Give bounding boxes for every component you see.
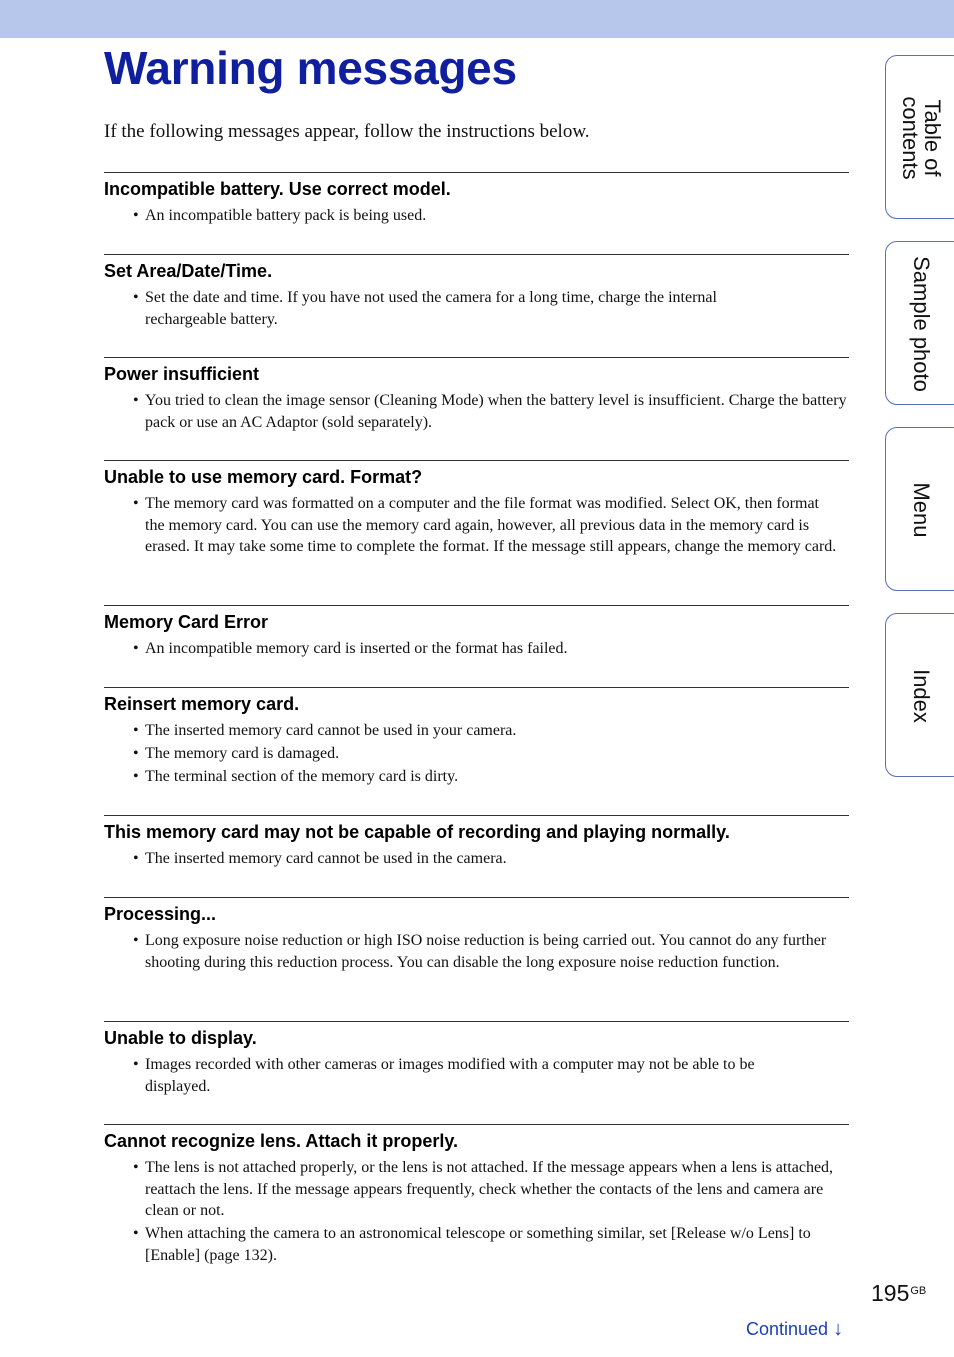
page-title: Warning messages — [104, 42, 517, 94]
warning-section — [104, 254, 849, 357]
warning-heading: Cannot recognize lens. Attach it properly. — [104, 1131, 459, 1151]
tab-sample-photo[interactable] — [885, 241, 954, 405]
bullet-item: • The memory card is damaged. — [145, 743, 849, 765]
warning-heading: Unable to display. — [104, 1028, 257, 1048]
tab-label: Table of contents — [898, 96, 946, 180]
tab-menu[interactable] — [885, 427, 954, 591]
bullet-list — [104, 205, 849, 227]
bullet-list — [104, 720, 849, 788]
bullet-list — [104, 493, 849, 558]
continued-link[interactable] — [746, 1317, 843, 1341]
bullet-item: • Long exposure noise reduction or high ISO noise reduction is being carried out. You cannot do any further shooting during this reduction process. You can disable the long exposure noise reduction function. — [145, 930, 849, 973]
bullet-list — [104, 287, 849, 330]
warning-heading: Memory Card Error — [104, 612, 269, 632]
bullet-item: • Set the date and time. If you have not used the camera for a long time, charge the internal rechargeable battery. — [145, 287, 849, 330]
bullet-list — [104, 930, 849, 973]
warning-section — [104, 897, 849, 1021]
warning-list — [104, 172, 849, 1275]
warning-section — [104, 687, 849, 815]
warning-heading: Power insufficient — [104, 364, 260, 384]
page-number-suffix: GB — [910, 1285, 927, 1297]
warning-section — [104, 460, 849, 605]
bullet-item: • You tried to clean the image sensor (Cleaning Mode) when the battery level is insufficient. Charge the battery pack or use an AC Adaptor (sold separately). — [145, 390, 849, 433]
top-banner — [0, 0, 954, 38]
bullet-list — [104, 848, 849, 870]
warning-heading: This memory card may not be capable of recording and playing normally. — [104, 822, 730, 842]
bullet-list — [104, 638, 849, 660]
warning-section — [104, 357, 849, 460]
bullet-item: • The lens is not attached properly, or the lens is not attached. If the message appears when a lens is attached, reattach the lens. If the message appears frequently, check whether the contacts of the lens and camera are clean or not. — [145, 1157, 849, 1222]
bullet-item: • Images recorded with other cameras or images modified with a computer may not be able to be displayed. — [145, 1054, 849, 1097]
warning-heading: Incompatible battery. Use correct model. — [104, 179, 451, 199]
bullet-item: • The inserted memory card cannot be used in your camera. — [145, 720, 849, 742]
page-number — [871, 1279, 926, 1307]
intro-text: If the following messages appear, follow the instructions below. — [104, 121, 590, 142]
bullet-list — [104, 1054, 849, 1097]
bullet-item: • The memory card was formatted on a computer and the file format was modified. Select OK, then format the memory card. You can use the memory card again, however, all previous data in the memory card is erased. It may take some time to complete the format. If the message still appears, change the memory card. — [145, 493, 849, 558]
warning-heading: Reinsert memory card. — [104, 694, 300, 714]
tab-label: Menu — [909, 482, 935, 538]
arrow-down-icon: ↓ — [833, 1318, 844, 1340]
warning-section — [104, 815, 849, 897]
bullet-item: • The terminal section of the memory card is dirty. — [145, 766, 849, 788]
page-number-value: 195 — [871, 1280, 910, 1306]
tab-index[interactable] — [885, 613, 954, 777]
warning-heading: Unable to use memory card. Format? — [104, 467, 423, 487]
bullet-list — [104, 1157, 849, 1266]
bullet-item: • An incompatible memory card is inserted or the format has failed. — [145, 638, 849, 660]
tab-label: Index — [909, 669, 935, 723]
warning-section — [104, 1021, 849, 1124]
warning-section — [104, 605, 849, 687]
warning-section — [104, 1124, 849, 1275]
tab-label: Sample photo — [909, 256, 935, 392]
bullet-item: • When attaching the camera to an astronomical telescope or something similar, set [Release w/o Lens] to [Enable] (page 132). — [145, 1223, 849, 1266]
bullet-item: • The inserted memory card cannot be used in the camera. — [145, 848, 849, 870]
bullet-item: • An incompatible battery pack is being used. — [145, 205, 849, 227]
tab-table-of-contents[interactable] — [885, 55, 954, 219]
warning-heading: Set Area/Date/Time. — [104, 261, 273, 281]
continued-label: Continued — [746, 1319, 829, 1339]
warning-section — [104, 172, 849, 254]
bullet-list — [104, 390, 849, 433]
warning-heading: Processing... — [104, 904, 217, 924]
